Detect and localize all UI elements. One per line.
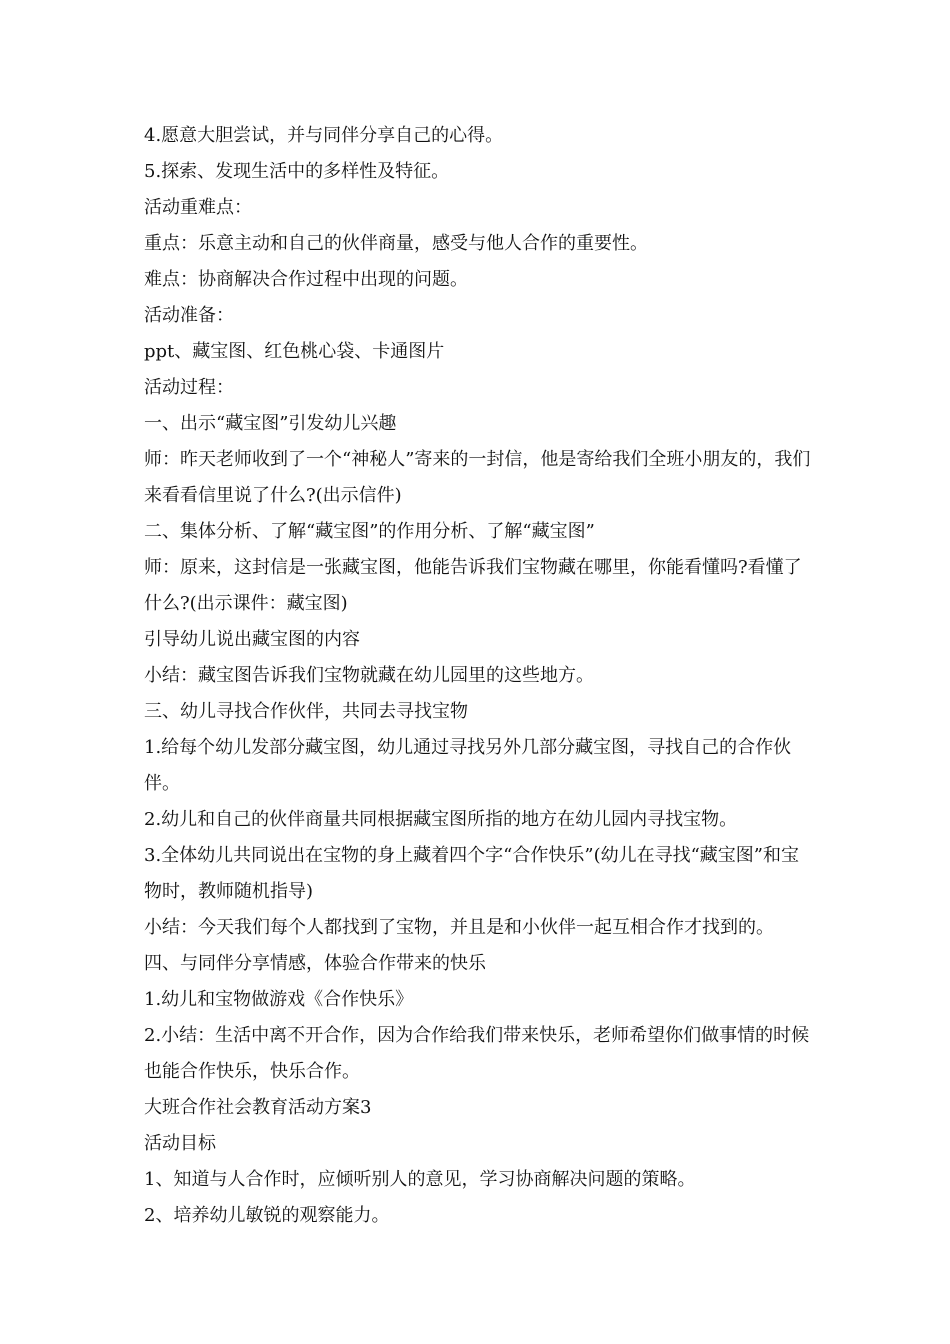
paragraph: 重点：乐意主动和自己的伙伴商量，感受与他人合作的重要性。 — [144, 233, 648, 254]
paragraph: ppt、藏宝图、红色桃心袋、卡通图片 — [144, 341, 445, 362]
paragraph: 2、培养幼儿敏锐的观察能力。 — [144, 1205, 390, 1226]
section-heading: 活动重难点： — [144, 197, 252, 218]
section-heading: 活动过程： — [144, 377, 234, 398]
step-heading: 四、与同伴分享情感，体验合作带来的快乐 — [144, 953, 486, 974]
paragraph: 1、知道与人合作时，应倾听别人的意见，学习协商解决问题的策略。 — [144, 1169, 696, 1190]
step-heading: 一、出示“藏宝图”引发幼儿兴趣 — [144, 413, 397, 434]
paragraph: 4.愿意大胆尝试，并与同伴分享自己的心得。 — [144, 125, 504, 146]
paragraph: 2.幼儿和自己的伙伴商量共同根据藏宝图所指的地方在幼儿园内寻找宝物。 — [144, 809, 738, 830]
paragraph: 难点：协商解决合作过程中出现的问题。 — [144, 269, 468, 290]
paragraph: 5.探索、发现生活中的多样性及特征。 — [144, 161, 450, 182]
document-body — [144, 118, 814, 1234]
paragraph: 师：昨天老师收到了一个“神秘人”寄来的一封信，他是寄给我们全班小朋友的，我们来看看信里说了什么?(出示信件) — [144, 449, 811, 506]
section-heading: 活动准备： — [144, 305, 234, 326]
paragraph: 2.小结：生活中离不开合作，因为合作给我们带来快乐，老师希望你们做事情的时候也能合作快乐，快乐合作。 — [144, 1025, 810, 1082]
step-heading: 三、幼儿寻找合作伙伴，共同去寻找宝物 — [144, 701, 468, 722]
section-heading: 活动目标 — [144, 1133, 216, 1154]
plan-title: 大班合作社会教育活动方案3 — [144, 1097, 372, 1118]
paragraph: 小结：藏宝图告诉我们宝物就藏在幼儿园里的这些地方。 — [144, 665, 594, 686]
step-heading: 二、集体分析、了解“藏宝图”的作用分析、了解“藏宝图” — [144, 521, 595, 542]
paragraph: 师：原来，这封信是一张藏宝图，他能告诉我们宝物藏在哪里，你能看懂吗?看懂了什么?(出示课件：藏宝图) — [144, 557, 802, 614]
paragraph: 3.全体幼儿共同说出在宝物的身上藏着四个字“合作快乐”(幼儿在寻找“藏宝图”和宝物时，教师随机指导) — [144, 845, 800, 902]
paragraph: 引导幼儿说出藏宝图的内容 — [144, 629, 360, 650]
paragraph: 1.给每个幼儿发部分藏宝图，幼儿通过寻找另外几部分藏宝图，寻找自己的合作伙伴。 — [144, 737, 792, 794]
paragraph: 小结：今天我们每个人都找到了宝物，并且是和小伙伴一起互相合作才找到的。 — [144, 917, 774, 938]
paragraph: 1.幼儿和宝物做游戏《合作快乐》 — [144, 989, 414, 1010]
